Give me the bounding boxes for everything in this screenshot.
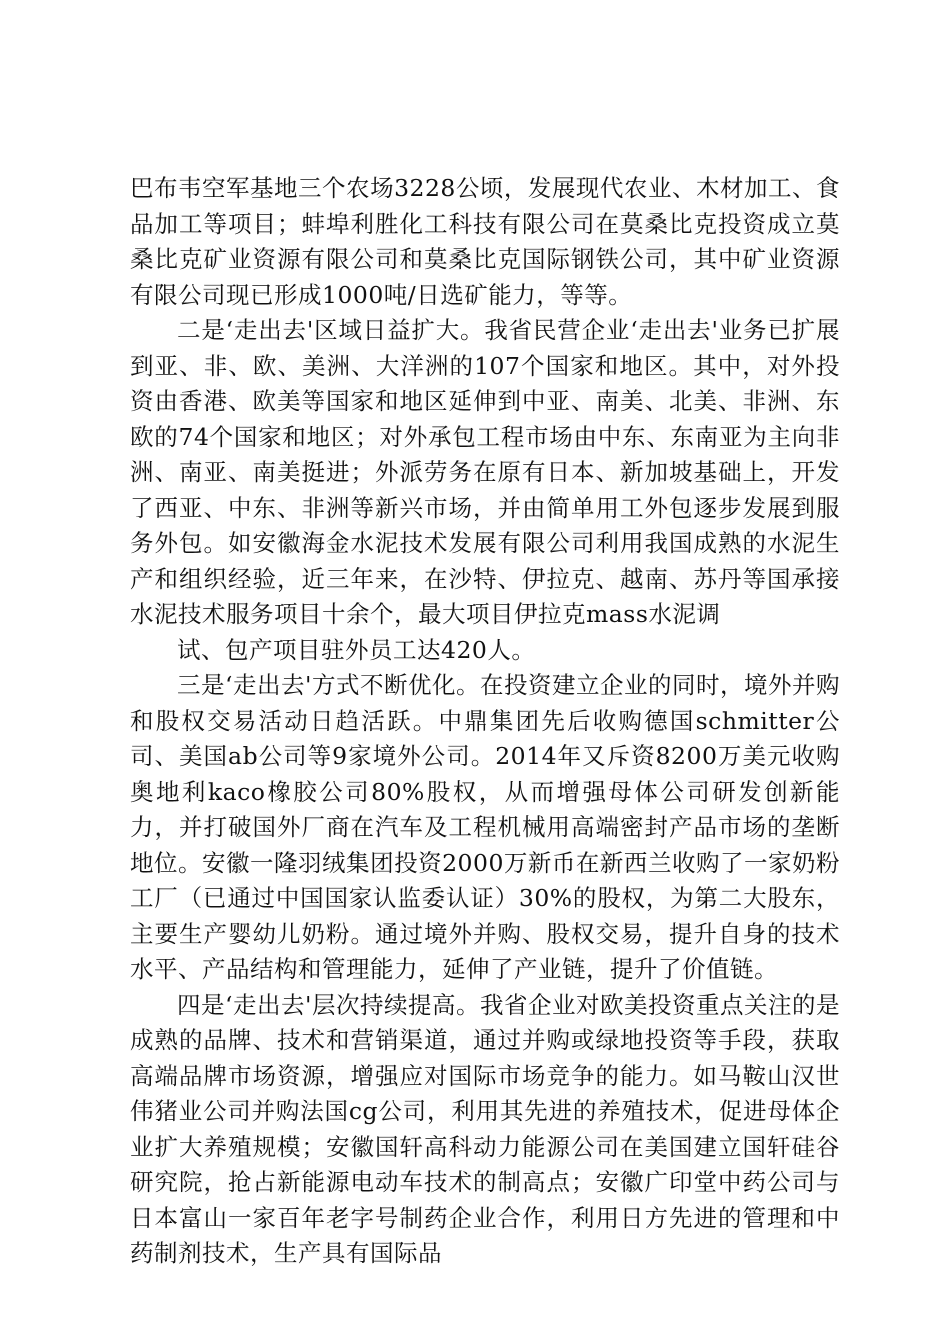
paragraph-methods: 三是‘走出去'方式不断优化。在投资建立企业的同时，境外并购和股权交易活动日趋活跃。中鼎集团先后收购德国schmitter公司、美国ab公司等9家境外公司。2014年又斥资8200万美元收购奥地利kaco橡胶公司80%股权，从而增强母体公司研发创新能力，并打破国外厂商在汽车及工程机械用高端密封产品市场的垄断地位。安徽一隆羽绒集团投资2000万新币在新西兰收购了一家奶粉工厂（已通过中国国家认监委认证）30%的股权，为第二大股东，主要生产婴幼儿奶粉。通过境外并购、股权交易，提升自身的技术水平、产品结构和管理能力，延伸了产业链，提升了价值链。 (130, 671, 840, 983)
document-body (130, 171, 840, 1272)
paragraph-regions-tail: 试、包产项目驻外员工达420人。 (177, 635, 536, 664)
paragraph-regions: 二是‘走出去'区域日益扩大。我省民营企业‘走出去'业务已扩展到亚、非、欧、美洲、大洋洲的107个国家和地区。其中，对外投资由香港、欧美等国家和地区延伸到中亚、南美、北美、非洲、东欧的74个国家和地区；对外承包工程市场由中东、东南亚为主向非洲、南亚、南美挺进；外派劳务在原有日本、新加坡基础上，开发了西亚、中东、非洲等新兴市场，并由简单用工外包逐步发展到服务外包。如安徽海金水泥技术发展有限公司利用我国成熟的水泥生产和组织经验，近三年来，在沙特、伊拉克、越南、苏丹等国承接水泥技术服务项目十余个，最大项目伊拉克mass水泥调 (130, 316, 840, 628)
paragraph-levels: 四是‘走出去'层次持续提高。我省企业对欧美投资重点关注的是成熟的品牌、技术和营销渠道，通过并购或绿地投资等手段，获取高端品牌市场资源，增强应对国际市场竞争的能力。如马鞍山汉世伟猪业公司并购法国cg公司，利用其先进的养殖技术，促进母体企业扩大养殖规模；安徽国轩高科动力能源公司在美国建立国轩硅谷研究院，抢占新能源电动车技术的制高点；安徽广印堂中药公司与日本富山一家百年老字号制药企业合作，利用日方先进的管理和中药制剂技术，生产具有国际品 (130, 990, 840, 1267)
paragraph-continuation: 巴布韦空军基地三个农场3228公顷，发展现代农业、木材加工、食品加工等项目；蚌埠利胜化工科技有限公司在莫桑比克投资成立莫桑比克矿业资源有限公司和莫桑比克国际钢铁公司，其中矿业资源有限公司现已形成1000吨/日选矿能力，等等。 (130, 174, 840, 309)
